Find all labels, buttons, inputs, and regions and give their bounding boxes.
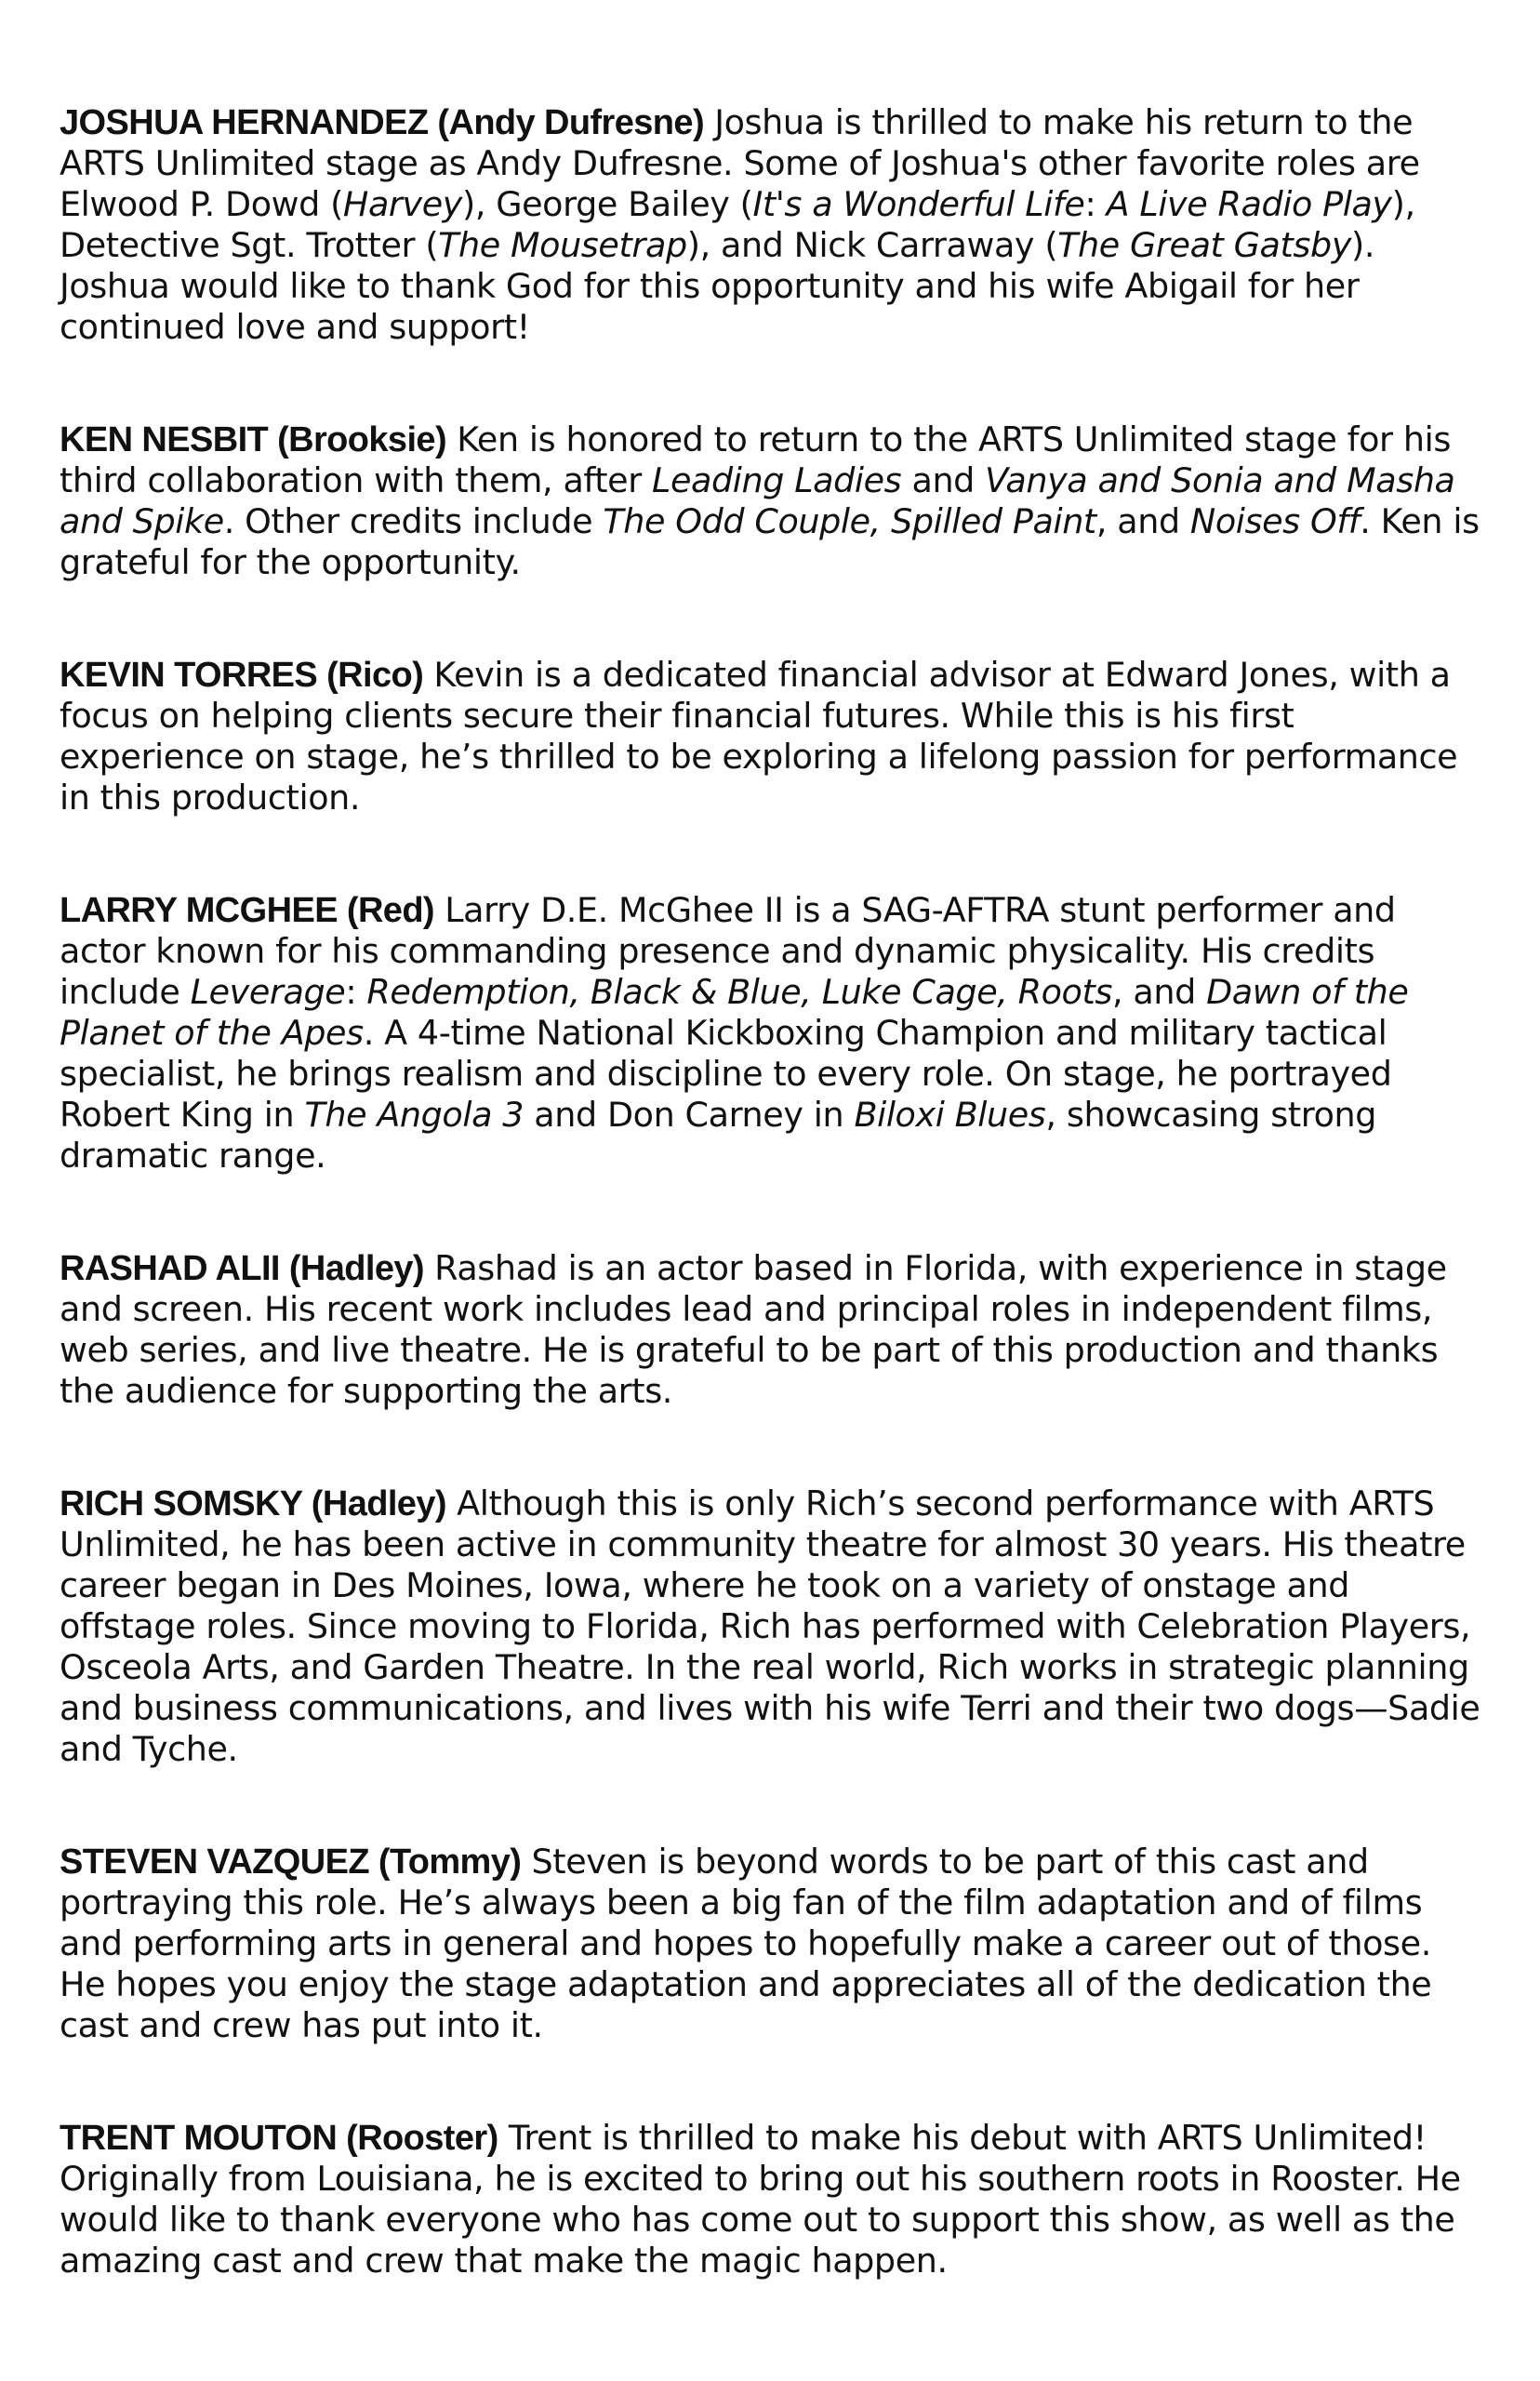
bio-text: ), Detective Sgt. Trotter ( bbox=[60, 184, 1415, 265]
bio-rashad-alii bbox=[60, 1248, 1480, 1412]
bio-text: Rashad is an actor based in Florida, with experience in stage and screen. His recent work includes lead and principal roles in independent films, web series, and live theatre. He is grateful to be part of this production and thanks the audience for supporting the arts. bbox=[60, 1248, 1447, 1411]
bio-text: Steven is beyond words to be part of this cast and portraying this role. He’s always been a big fan of the film adaptation and of films and performing arts in general and hopes to hopefully make a career out of those. He hopes you enjoy the stage adaptation and appreciates all of the dedication the cast and crew has put into it. bbox=[60, 1842, 1432, 2045]
bio-title: The Angola 3 bbox=[304, 1095, 524, 1135]
bio-title: Noises Off bbox=[1189, 501, 1361, 541]
bio-name: STEVEN VAZQUEZ (Tommy) bbox=[60, 1842, 522, 1882]
bio-text: Joshua is thrilled to make his return to the ARTS Unlimited stage as Andy Dufresne. Some of Joshua's other favorite roles are Elwood P. Dowd ( bbox=[60, 102, 1420, 224]
bio-text: . A 4-time National Kickboxing Champion and military tactical specialist, he brings realism and discipline to every role. On stage, he portrayed Robert King in bbox=[60, 1013, 1392, 1135]
bio-text: ), George Bailey ( bbox=[462, 184, 753, 224]
bio-text: Although this is only Rich’s second performance with ARTS Unlimited, he has been active in community theatre for almost 30 years. His theatre career began in Des Moines, Iowa, where he took on a variety of onstage and offstage roles. Since moving to Florida, Rich has performed with Celebration Players, Osceola Arts, and Garden Theatre. In the real world, Rich works in strategic planning and business communications, and lives with his wife Terri and their two dogs—Sadie and Tyche. bbox=[60, 1483, 1480, 1769]
bio-text: Kevin is a dedicated financial advisor at Edward Jones, with a focus on helping clients secure their financial futures. While this is his first experience on stage, he’s thrilled to be exploring a lifelong passion for performance in this production. bbox=[60, 655, 1458, 818]
bio-text: ). Joshua would like to thank God for this opportunity and his wife Abigail for her continued love and support! bbox=[60, 225, 1375, 347]
bio-name: TRENT MOUTON (Rooster) bbox=[60, 2119, 498, 2158]
bio-title: The Great Gatsby bbox=[1057, 225, 1352, 265]
bio-larry-mcghee bbox=[60, 890, 1480, 1177]
bio-name: LARRY MCGHEE (Red) bbox=[60, 891, 434, 930]
bio-text: and Don Carney in bbox=[524, 1095, 855, 1135]
bio-text: : bbox=[1084, 184, 1107, 224]
bio-text: Ken is honored to return to the ARTS Unlimited stage for his third collaboration with them, after bbox=[60, 419, 1451, 500]
bio-title: Leverage bbox=[190, 972, 346, 1012]
bio-title: Vanya and Sonia and Masha and Spike bbox=[60, 460, 1455, 541]
bio-title: It's a Wonderful Life bbox=[752, 184, 1085, 224]
bio-ken-nesbit bbox=[60, 419, 1480, 583]
bio-text: and bbox=[901, 460, 986, 500]
bio-name: KEN NESBIT (Brooksie) bbox=[60, 420, 447, 459]
bio-title: The Mousetrap bbox=[438, 225, 687, 265]
bio-steven-vazquez bbox=[60, 1842, 1480, 2046]
bio-text: : bbox=[345, 972, 367, 1012]
cast-bios bbox=[60, 102, 1480, 2353]
bio-text: . Other credits include bbox=[223, 501, 604, 541]
bio-text: Larry D.E. McGhee II is a SAG-AFTRA stunt performer and actor known for his commanding presence and dynamic physicality. His credits include bbox=[60, 890, 1396, 1012]
bio-trent-mouton bbox=[60, 2118, 1480, 2281]
bio-title: Biloxi Blues bbox=[854, 1095, 1046, 1135]
bio-text: , and bbox=[1095, 501, 1190, 541]
bio-kevin-torres bbox=[60, 655, 1480, 818]
bio-title: Dawn of the Planet of the Apes bbox=[60, 972, 1409, 1053]
bio-text: , showcasing strong dramatic range. bbox=[60, 1095, 1377, 1176]
bio-name: RICH SOMSKY (Hadley) bbox=[60, 1484, 446, 1523]
bio-title: Redemption, Black & Blue, Luke Cage, Roots bbox=[366, 972, 1113, 1012]
bio-text: . Ken is grateful for the opportunity. bbox=[60, 501, 1480, 582]
bio-text: Trent is thrilled to make his debut with ARTS Unlimited! Originally from Louisiana, he is excited to bring out his southern roots in Rooster. He would like to thank everyone who has come out to support this show, as well as the amazing cast and crew that make the magic happen. bbox=[60, 2118, 1461, 2281]
bio-rich-somsky bbox=[60, 1483, 1480, 1770]
bio-joshua-hernandez bbox=[60, 102, 1480, 348]
bio-name: JOSHUA HERNANDEZ (Andy Dufresne) bbox=[60, 103, 705, 142]
bio-title: The Odd Couple, Spilled Paint bbox=[603, 501, 1096, 541]
bio-name: KEVIN TORRES (Rico) bbox=[60, 656, 424, 695]
bio-text: , and bbox=[1112, 972, 1207, 1012]
bio-title: Harvey bbox=[342, 184, 462, 224]
bio-text: ), and Nick Carraway ( bbox=[686, 225, 1058, 265]
bio-title: A Live Radio Play bbox=[1106, 184, 1392, 224]
bio-title: Leading Ladies bbox=[652, 460, 902, 500]
bio-name: RASHAD ALII (Hadley) bbox=[60, 1249, 424, 1288]
